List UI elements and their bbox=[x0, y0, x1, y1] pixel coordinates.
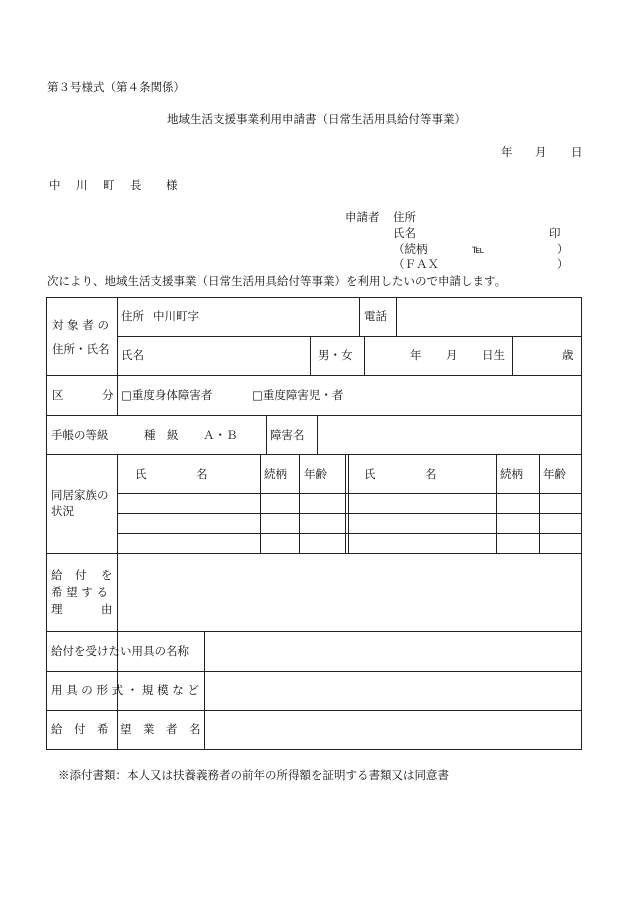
category-option-physical: □重度身体障害者 bbox=[121, 388, 213, 402]
family-age-header-1: 年齢 bbox=[304, 467, 327, 481]
footnote: ※添付書類：本人又は扶養義務者の前年の所得額を証明する書類又は同意書 bbox=[58, 768, 449, 782]
reason-label-2: 希 望 す る bbox=[51, 585, 108, 599]
date-day: 日 bbox=[571, 145, 583, 159]
family-relation-header-1: 続柄 bbox=[264, 467, 287, 481]
equipment-name-label: 給付を受けたい用具の名称 bbox=[51, 644, 189, 658]
target-label-line1: 対 象 者 の bbox=[52, 318, 109, 332]
relation-label: （続柄 bbox=[393, 242, 428, 256]
seal-mark: 印 bbox=[549, 226, 561, 240]
family-relation-header-2: 続柄 bbox=[500, 467, 523, 481]
family-label-line2: 状況 bbox=[51, 504, 74, 518]
birth-year: 年 bbox=[410, 348, 422, 362]
equipment-spec-label: 用 具 の 形 式 ・ 規 模 な ど bbox=[51, 683, 199, 697]
applicant-name-label: 氏名 bbox=[393, 226, 416, 240]
phone-label: 電話 bbox=[364, 309, 387, 323]
form-number: 第３号様式（第４条関係） bbox=[47, 80, 185, 94]
family-name-header-2b: 名 bbox=[425, 467, 437, 481]
vendor-label: 給 付 希 望 業 者 名 bbox=[51, 722, 201, 736]
birth-month: 月 bbox=[446, 348, 458, 362]
addressee: 中 川 町 長 bbox=[49, 178, 144, 192]
reason-label-3a: 理 bbox=[51, 602, 63, 616]
handbook-label: 手帳の等級 bbox=[51, 428, 109, 442]
honorific: 様 bbox=[166, 178, 178, 192]
family-label-line1: 同居家族の bbox=[51, 488, 109, 502]
applicant-label: 申請者 bbox=[345, 210, 380, 224]
reason-label-3b: 由 bbox=[101, 602, 113, 616]
category-label-1: 区 bbox=[52, 388, 64, 402]
disability-label: 障害名 bbox=[270, 428, 305, 442]
reason-label-1b: 付 bbox=[75, 568, 87, 582]
address-value: 中川町字 bbox=[153, 309, 199, 323]
close-paren-fax: ） bbox=[557, 257, 569, 271]
date-year: 年 bbox=[501, 145, 513, 159]
form-title: 地域生活支援事業利用申請書（日常生活用具給付等事業） bbox=[167, 112, 466, 126]
target-label-line2: 住所・氏名 bbox=[52, 342, 110, 356]
date-month: 月 bbox=[535, 145, 547, 159]
fax-label: （ＦＡＸ bbox=[393, 257, 439, 271]
reason-label-1a: 給 bbox=[51, 568, 63, 582]
family-name-header-1a: 氏 bbox=[135, 467, 147, 481]
handbook-ab: Ａ・Ｂ bbox=[203, 428, 238, 442]
applicant-address-label: 住所 bbox=[393, 210, 416, 224]
reason-label-1c: を bbox=[101, 568, 113, 582]
address-label: 住所 bbox=[121, 309, 144, 323]
family-age-header-2: 年齢 bbox=[543, 467, 566, 481]
age-field: 歳 bbox=[562, 348, 574, 362]
family-name-header-1b: 名 bbox=[196, 467, 208, 481]
category-option-child: □重度障害児・者 bbox=[252, 388, 344, 402]
name-label: 氏名 bbox=[121, 348, 144, 362]
intro-text: 次により、地域生活支援事業（日常生活用具給付等事業）を利用したいので申請します。 bbox=[47, 274, 507, 288]
tel-label: ℡ bbox=[472, 242, 485, 256]
sex-field: 男・女 bbox=[318, 348, 353, 362]
family-name-header-2a: 氏 bbox=[364, 467, 376, 481]
handbook-kind: 種 級 bbox=[144, 428, 179, 442]
close-paren-relation: ） bbox=[557, 242, 569, 256]
birth-day: 日生 bbox=[482, 348, 505, 362]
category-label-2: 分 bbox=[102, 388, 114, 402]
